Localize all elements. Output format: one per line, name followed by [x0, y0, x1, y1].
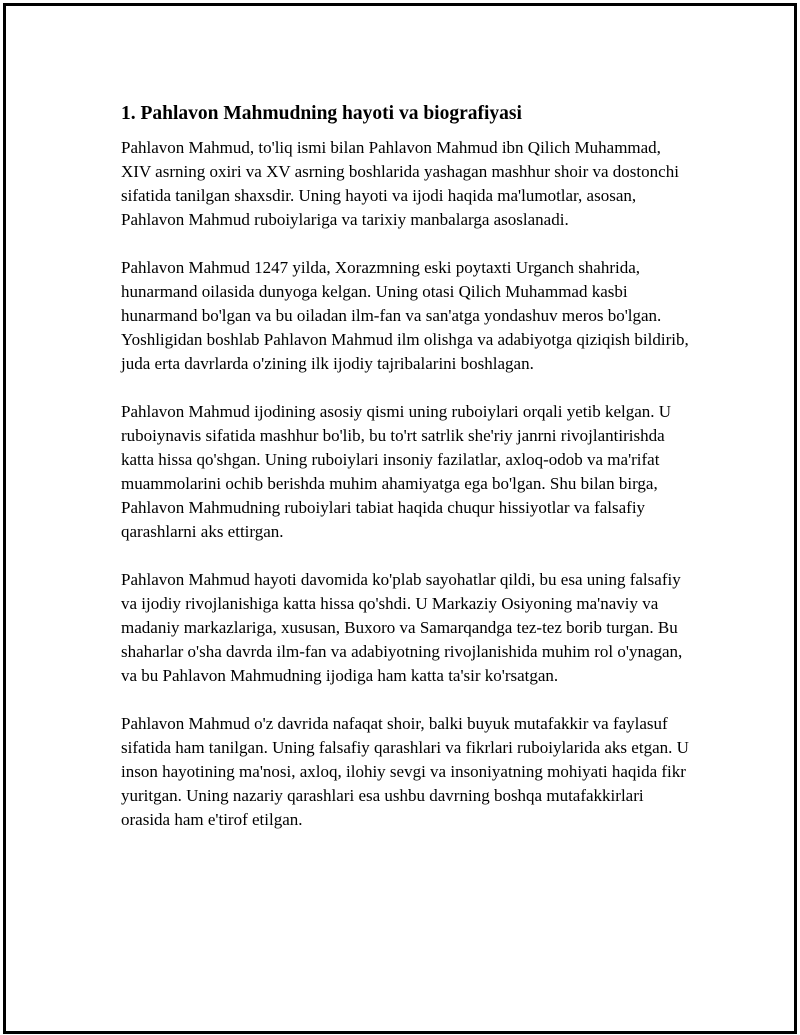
paragraph-1: Pahlavon Mahmud, to'liq ismi bilan Pahlavon Mahmud ibn Qilich Muhammad, XIV asrning oxiri va XV asrning boshlarida yashagan mashhur shoir va dostonchi sifatida tanilgan shaxsdir. Uning hayoti va ijodi haqida ma'lumotlar, asosan, Pahlavon Mahmud ruboiylariga va tarixiy manbalarga asoslanadi. [121, 138, 679, 229]
paragraph-3: Pahlavon Mahmud ijodining asosiy qismi uning ruboiylari orqali yetib kelgan. U ruboiynavis sifatida mashhur bo'lib, bu to'rt satrlik she'riy janrni rivojlantirishda katta hissa qo'shgan. Uning ruboiylari insoniy fazilatlar, axloq-odob va ma'rifat muammolarini ochib berishda muhim ahamiyatga ega bo'lgan. Shu bilan birga, Pahlavon Mahmudning ruboiylari tabiat haqida chuqur hissiyotlar va falsafiy qarashlarni aks ettirgan. [121, 402, 672, 541]
page-frame [3, 3, 797, 1034]
paragraph-4: Pahlavon Mahmud hayoti davomida ko'plab sayohatlar qildi, bu esa uning falsafiy va ijodiy rivojlanishiga katta hissa qo'shdi. U Markaziy Osiyoning ma'naviy va madaniy markazlariga, xususan, Buxoro va Samarqandga tez-tez borib turgan. Bu shaharlar o'sha davrda ilm-fan va adabiyotning rivojlanishida muhim rol o'ynagan, va bu Pahlavon Mahmudning ijodiga ham katta ta'sir ko'rsatgan. [121, 570, 683, 685]
section-heading: 1. Pahlavon Mahmudning hayoti va biografiyasi [121, 103, 522, 124]
paragraph-2: Pahlavon Mahmud 1247 yilda, Xorazmning eski poytaxti Urganch shahrida, hunarmand oilasida dunyoga kelgan. Uning otasi Qilich Muhammad kasbi hunarmand bo'lgan va bu oiladan ilm-fan va san'atga yondashuv meros bo'lgan. Yoshligidan boshlab Pahlavon Mahmud ilm olishga va adabiyotga qiziqish bildirib, juda erta davrlarda o'zining ilk ijodiy tajribalarini boshlagan. [121, 258, 689, 373]
document-body [121, 100, 691, 856]
paragraph-5: Pahlavon Mahmud o'z davrida nafaqat shoir, balki buyuk mutafakkir va faylasuf sifatida ham tanilgan. Uning falsafiy qarashlari va fikrlari ruboiylarida aks etgan. U inson hayotining ma'nosi, axloq, ilohiy sevgi va insoniyatning mohiyati haqida fikr yuritgan. Uning nazariy qarashlari esa ushbu davrning boshqa mutafakkirlari orasida ham e'tirof etilgan. [121, 714, 689, 829]
